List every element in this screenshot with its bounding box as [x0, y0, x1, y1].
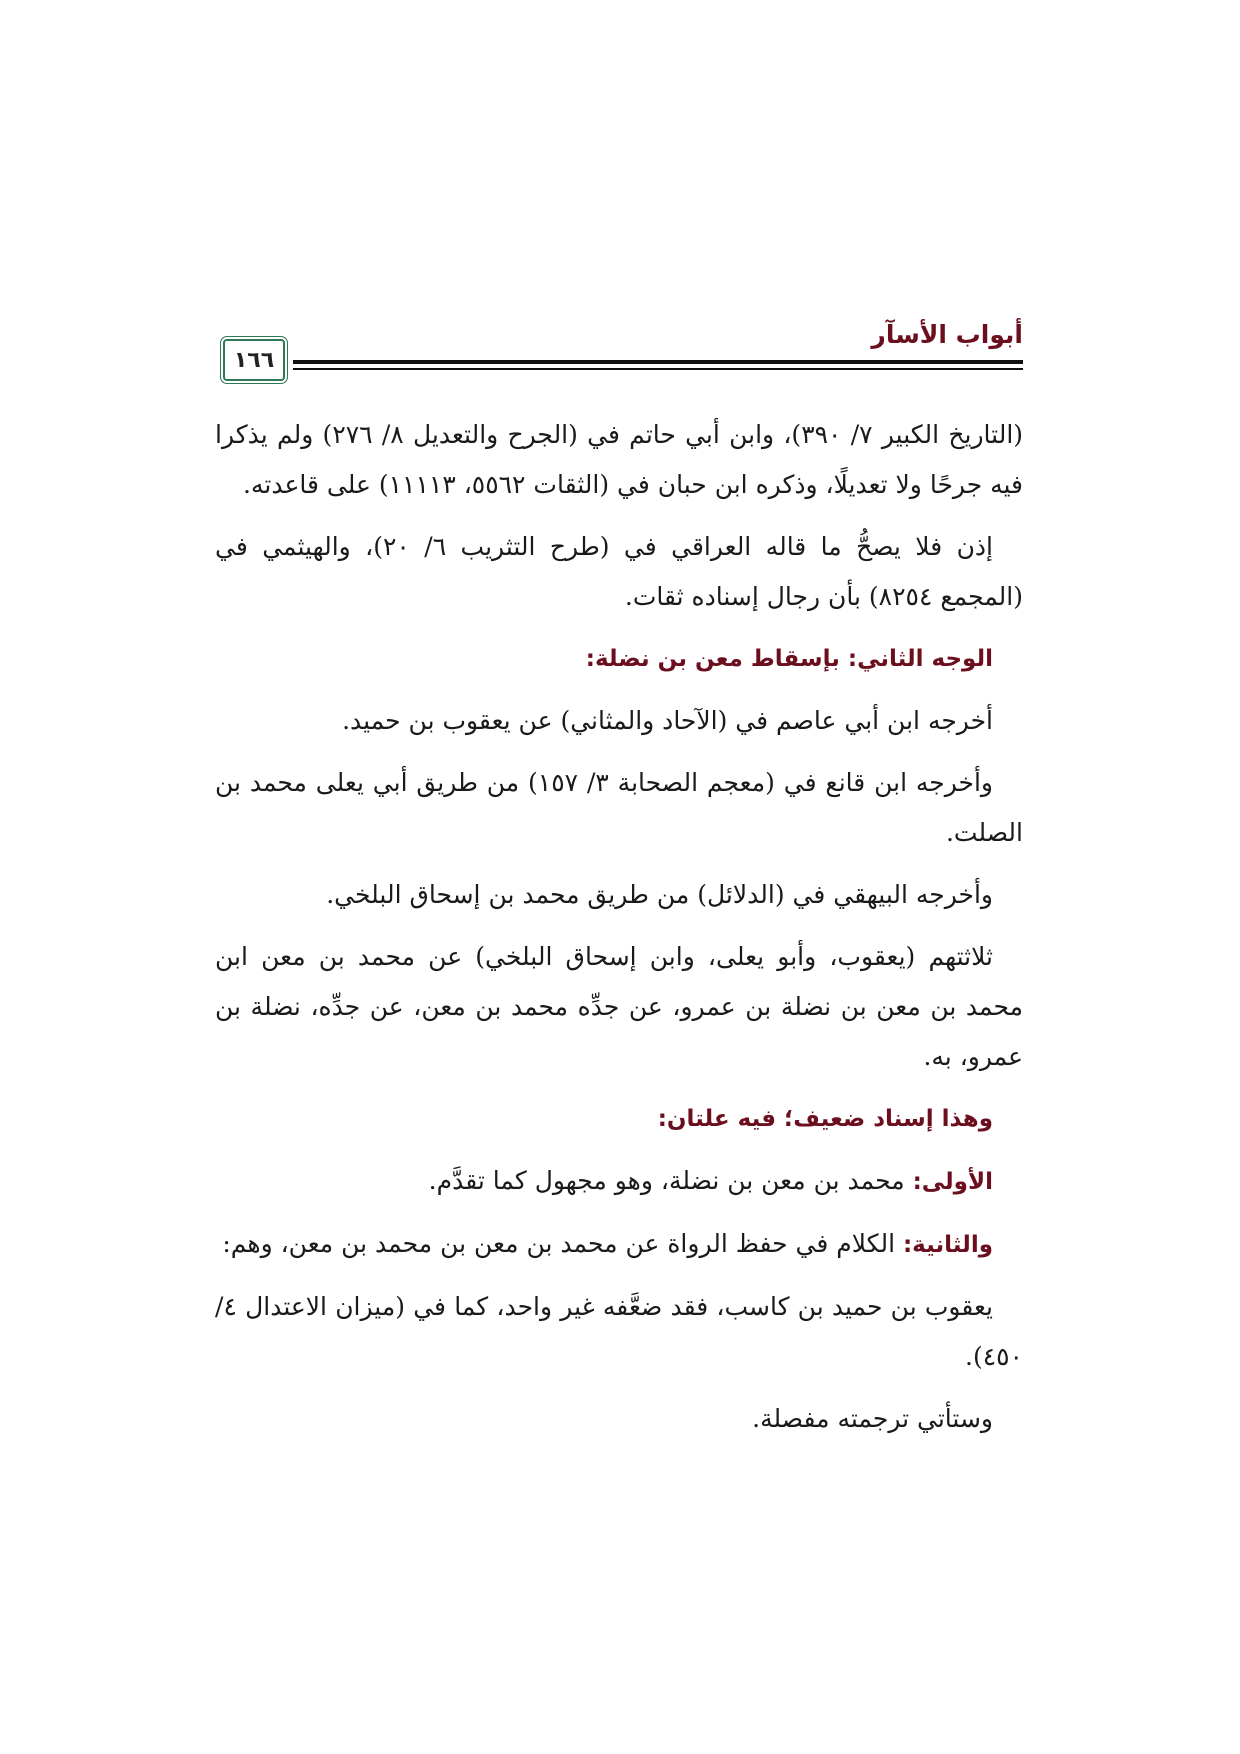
- paragraph-citation: (التاريخ الكبير ٧/ ٣٩٠)، وابن أبي حاتم في (الجرح والتعديل ٨/ ٢٧٦) ولم يذكرا فيه جرحًا ولا تعديلًا، وذكره ابن حبان في (الثقات ٥٥٦٢، ١١١١٣) على قاعدته.: [215, 420, 1024, 499]
- paragraph-takhrij-1: أخرجه ابن أبي عاصم في (الآحاد والمثاني) عن يعقوب بن حميد.: [342, 706, 993, 735]
- paragraph-second-defect: [215, 1219, 1023, 1270]
- header-rule-thick: [215, 360, 1023, 364]
- paragraph-first-defect: [215, 1156, 1023, 1207]
- paragraph-chain: ثلاثتهم (يعقوب، وأبو يعلى، وابن إسحاق البلخي) عن محمد بن معن ابن محمد بن معن بن نضلة بن عمرو، عن جدِّه محمد بن معن، عن جدِّه، نضلة بن عمرو، به.: [215, 942, 1023, 1071]
- running-title: أبواب الأسآر: [871, 320, 1023, 349]
- paragraph-closing: وستأتي ترجمته مفصلة.: [752, 1404, 993, 1433]
- page-body: [215, 410, 1023, 1456]
- section-heading-weakness: وهذا إسناد ضعيف؛ فيه علتان:: [657, 1106, 993, 1132]
- header-rule-thin: [215, 368, 1023, 370]
- text-first: محمد بن معن بن نضلة، وهو مجهول كما تقدَّم.: [428, 1166, 913, 1195]
- paragraph-narrator: يعقوب بن حميد بن كاسب، فقد ضعَّفه غير واحد، كما في (ميزان الاعتدال ٤/ ٤٥٠).: [215, 1292, 1023, 1371]
- paragraph-conclusion: إذن فلا يصحُّ ما قاله العراقي في (طرح التثريب ٦/ ٢٠)، والهيثمي في (المجمع ٨٢٥٤) بأن رجال إسناده ثقات.: [215, 532, 1023, 611]
- paragraph-takhrij-3: وأخرجه البيهقي في (الدلائل) من طريق محمد بن إسحاق البلخي.: [326, 880, 993, 909]
- page-header: [215, 318, 1023, 384]
- term-first: الأولى:: [912, 1169, 993, 1195]
- section-heading-second-aspect: الوجه الثاني: بإسقاط معن بن نضلة:: [585, 646, 993, 672]
- term-second: والثانية:: [902, 1232, 993, 1258]
- page-number-badge: [215, 338, 293, 384]
- text-second: الكلام في حفظ الرواة عن محمد بن معن بن محمد بن معن، وهم:: [222, 1229, 903, 1258]
- paragraph-takhrij-2: وأخرجه ابن قانع في (معجم الصحابة ٣/ ١٥٧) من طريق أبي يعلى محمد بن الصلت.: [215, 768, 1023, 847]
- page-number: ١٦٦: [223, 339, 285, 381]
